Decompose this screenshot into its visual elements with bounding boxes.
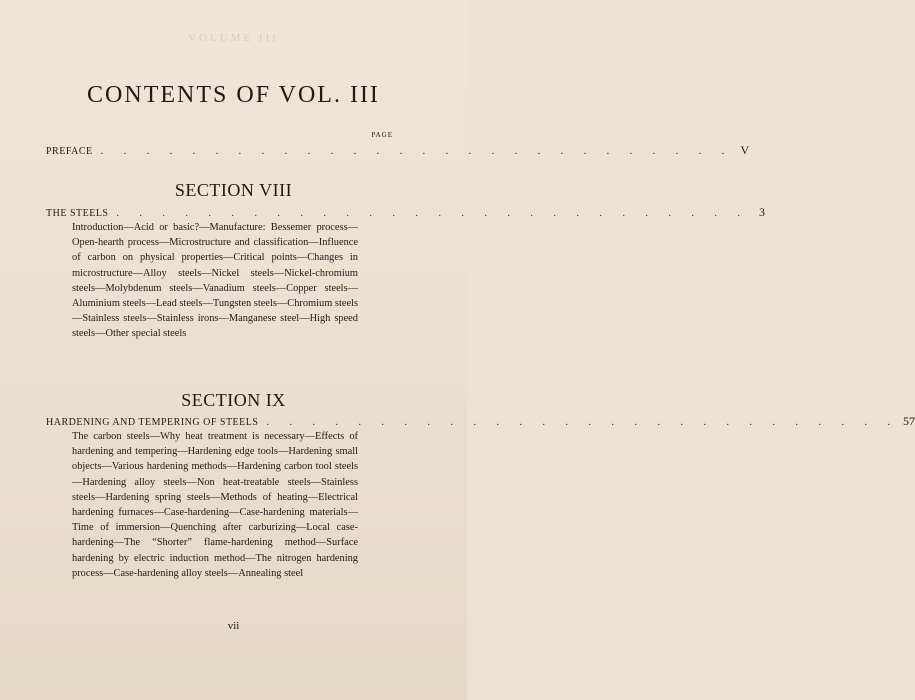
page-column-label: PAGE [371, 131, 393, 139]
toc-entry-page: 57 [902, 414, 915, 428]
toc-entry-page: V [740, 143, 750, 157]
section-viii-description: Introduction—Acid or basic?—Manufacture: Bessemer process—Open-hearth process—Microstructure and classification—Influence of carbon on physical properties—Critical points—Changes in microstructure—Alloy steels—Nickel steels—Nickel-chromium steels—Molybdenum steels—Vanadium steels—Copper steels—Aluminium steels—Lead steels—Tungsten steels—Chromium steels—Stainless steels—Stainless irons—Manganese steel—High speed steels—Other special steels [72, 222, 358, 340]
leader-dots: . . . . . . . . . . . . . . . . . . . . . . . . . . . . [116, 208, 749, 219]
toc-entry-hardening [46, 414, 915, 429]
section-heading-ix: SECTION IX [181, 390, 286, 410]
section-ix-description: The carbon steels—Why heat treatment is necessary—Effects of hardening and tempering—Hardening edge tools—Hardening small objects—Various hardening methods—Hardening carbon tool steels—Hardening alloy steels—Non heat-treatable steels—Stainless steels—Hardening spring steels—Methods of heating—Electrical hardening furnaces—Case-hardening—Case-hardening materials—Time of immersion—Quenching after carburizing—Local case-hardening—The “Shorter” flame-hardening method—Surface hardening by electric induction method—The nitrogen hardening process—Case-hardening alloy steels—Annealing steel [72, 431, 358, 579]
page-title: CONTENTS OF VOL. III [87, 82, 380, 108]
section-heading-viii: SECTION VIII [174, 180, 293, 200]
page-folio: vii [227, 620, 240, 632]
leader-dots: . . . . . . . . . . . . . . . . . . . . . . . . . . . . [266, 417, 899, 428]
toc-entry-steels [46, 205, 765, 220]
leader-dots: . . . . . . . . . . . . . . . . . . . . . . . . . . . . [100, 146, 734, 157]
toc-entry-preface [46, 143, 750, 158]
toc-entry-label: PREFACE [46, 146, 93, 157]
toc-entry-label: HARDENING AND TEMPERING OF STEELS [46, 417, 259, 428]
toc-entry-page: 3 [759, 205, 765, 219]
toc-entry-label: THE STEELS [46, 208, 109, 219]
bleed-through-text: VOLUME III [188, 32, 279, 44]
